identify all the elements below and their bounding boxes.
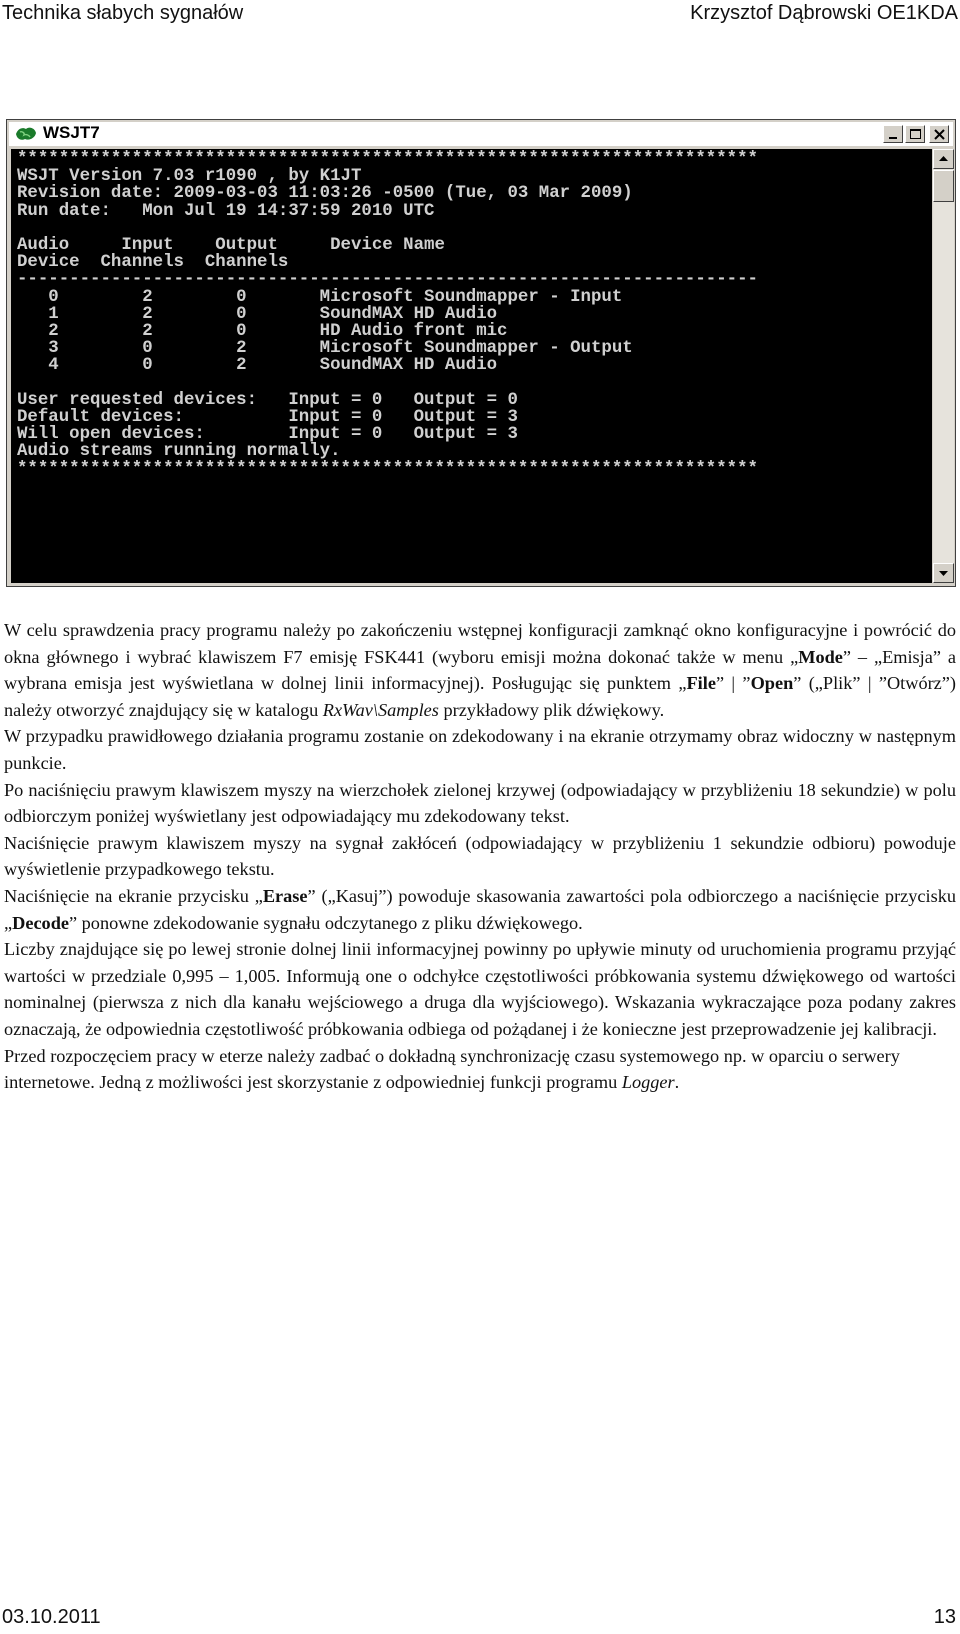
console-text: *********************************************************************** WSJT Version 7.03 r1090 , by K1JT Revision date: 2009-03-03 11:03:26 -0500 (Tue, 03 Mar 2009) Run date: Mon Jul 19 14:37:59 2010 UTC Audio Input Output Device Name Device Channels Channels ----------------------------------------------------------------------- 0 2 0 Microsoft Soundmapper - Input 1 2 0 SoundMAX HD Audio 2 2 0 HD Audio front mic 3 0 2 Microsoft Soundmapper - Output 4 0 2 SoundMAX HD Audio User requested devices: Input = 0 Output = 0 Default devices: Input = 0 Output = 3 Will open devices: Input = 0 Output = 3 Audio streams running normally. *********************************************************************** — [17, 150, 758, 479]
footer-date: 03.10.2011 — [2, 1606, 101, 1628]
menu-open: Open — [750, 673, 794, 694]
program-logger: Logger — [621, 1072, 675, 1093]
window-titlebar[interactable] — [9, 122, 953, 146]
button-decode-ref: Decode — [12, 912, 69, 933]
maximize-icon — [906, 126, 926, 144]
menu-file: File — [686, 673, 716, 694]
button-erase-ref: Erase — [262, 885, 308, 906]
arrow-down-icon — [934, 564, 953, 582]
close-icon — [930, 126, 950, 144]
paragraph-erase-decode: Naciśnięcie na ekranie przycisku „Erase” („Kasuj”) powoduje skasowania zawartości pola odbiorczego a naciśnięcie przycisku „Decode” ponowne zdekodowanie sygnału odczytanego z pliku dźwiękowego. — [4, 885, 956, 933]
header-title: Technika słabych sygnałów — [2, 2, 244, 24]
console-output[interactable] — [11, 149, 932, 583]
page-number: 13 — [933, 1606, 956, 1628]
maximize-button[interactable] — [905, 125, 925, 143]
folder-path: RxWav\Samples — [322, 699, 439, 720]
paragraph-right-click-noise: Naciśnięcie prawym klawiszem myszy na sygnał zakłóceń (odpowiadający w przybliżeniu 1 sekundzie odbioru) powoduje wyświetlenie przypadkowego tekstu. — [4, 832, 956, 880]
minimize-icon — [884, 126, 904, 144]
minimize-button[interactable] — [883, 125, 903, 143]
paragraph-right-click-peak: Po naciśnięciu prawym klawiszem myszy na wierzchołek zielonej krzywej (odpowiadający w przybliżeniu 18 sekundzie) w polu odbiorczym poniżej wyświetlany jest odpowiadający mu zdekodowany tekst. — [4, 779, 956, 827]
scrollbar-thumb[interactable] — [933, 170, 954, 202]
page-header — [0, 2, 960, 30]
close-button[interactable] — [929, 125, 949, 143]
paragraph-decoded: W przypadku prawidłowego działania programu zostanie on zdekodowany i na ekranie otrzymamy obraz widoczny w następnym punkcie. — [4, 726, 956, 773]
paragraph-sample-rate: Liczby znajdujące się po lewej stronie dolnej linii informacyjnej powinny po upływie minuty od uruchomienia programu przyjąć wartości w przedziale 0,995 – 1,005. Informują one o odchyłce częstotliwości próbkowania systemu dźwiękowego od wartości nominalnej (pierwsza z nich dla kanału wejściowego a druga dla wyjściowego). Wskazania wykraczające poza podany zakres oznaczają, że odpowiednia częstotliwość próbkowania odbiega od pożądanej i że konieczne jest przeprowadzenie jej kalibracji. — [4, 939, 956, 1039]
window-title: WSJT7 — [43, 123, 100, 142]
scroll-up-button[interactable] — [933, 149, 954, 169]
paragraph-time-sync: Przed rozpoczęciem pracy w eterze należy zadbać o dokładną synchronizację czasu systemowego np. w oparciu o serwery internetowe. Jedną z możliwości jest skorzystanie z odpowiedniej funkcji programu Logger. — [4, 1045, 900, 1093]
app-icon — [14, 125, 38, 143]
menu-mode: Mode — [798, 646, 843, 667]
wsjt-window — [6, 119, 956, 587]
paragraph-check-program: W celu sprawdzenia pracy programu należy po zakończeniu wstępnej konfiguracji zamknąć okno konfiguracyjne i powrócić do okna głównego i wybrać klawiszem F7 emisję FSK441 (wyboru emisji można dokonać także w menu „Mode” – „Emisja” a wybrana emisja jest wyświetlana w dolnej linii informacyjnej). Posługując się punktem „File” | ”Open” („Plik” | ”Otwórz”) należy otworzyć znajdujący się w katalogu RxWav\Samples przykładowy plik dźwiękowy. — [4, 620, 956, 720]
header-author: Krzysztof Dąbrowski OE1KDA — [690, 2, 958, 24]
arrow-up-icon — [934, 150, 953, 168]
body-text — [4, 617, 956, 1096]
vertical-scrollbar[interactable] — [933, 149, 954, 583]
scroll-down-button[interactable] — [933, 563, 954, 583]
page-footer — [0, 1606, 960, 1634]
